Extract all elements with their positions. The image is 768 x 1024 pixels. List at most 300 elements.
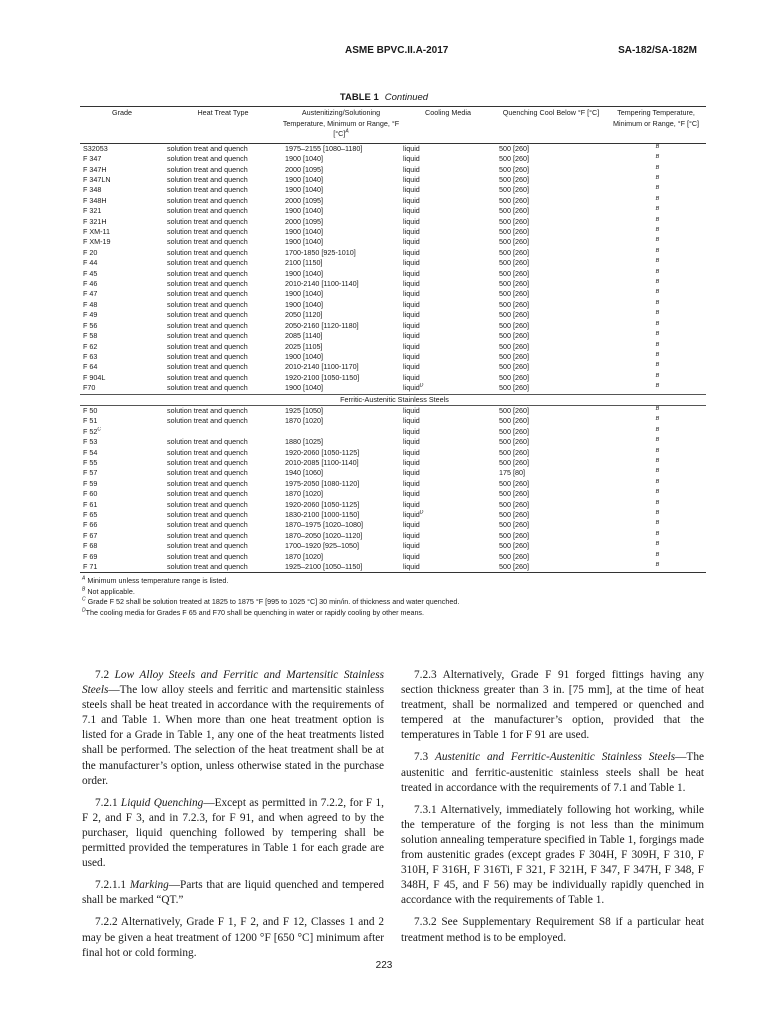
table-row — [80, 154, 706, 164]
cooling-text: liquid — [403, 237, 420, 247]
cell-tempering-temp: B — [655, 143, 660, 150]
cell-grade — [80, 416, 164, 426]
cell-cooling-media — [400, 154, 496, 164]
table-row — [80, 237, 706, 247]
table-row — [80, 143, 706, 154]
cooling-text: liquid — [403, 247, 420, 257]
table-row — [80, 373, 706, 383]
table-row — [80, 342, 706, 352]
cell-heat-treat-type: solution treat and quench — [167, 206, 248, 216]
grade-text: F 321 — [83, 206, 102, 216]
footnote-mark: B — [82, 586, 86, 593]
cell-cooling-media — [400, 541, 496, 551]
cell-cooling-media — [400, 458, 496, 468]
cell-tempering-temp: B — [655, 416, 660, 423]
cooling-text: liquid — [403, 143, 420, 153]
cell-tempering-temp: B — [655, 383, 660, 390]
ferritic-austenitic-rows — [80, 405, 706, 573]
cell-tempering-temp: B — [655, 468, 660, 475]
heat-treatment-table-wrap — [80, 106, 706, 573]
cell-heat-treat-type: solution treat and quench — [167, 289, 248, 299]
cell-cooling-media — [400, 362, 496, 372]
cell-heat-treat-type: solution treat and quench — [167, 227, 248, 237]
section-title: Low Alloy Steels and Ferritic and Martensitic Stainless Steels — [82, 669, 384, 697]
cell-austenitizing-temp: 1900 [1040] — [285, 268, 323, 278]
section-title: Liquid Quenching — [120, 796, 204, 809]
table-row — [80, 437, 706, 447]
cell-cooling-media — [400, 175, 496, 185]
cooling-text: liquid — [403, 185, 420, 195]
cell-heat-treat-type: solution treat and quench — [167, 447, 248, 457]
cell-grade — [80, 531, 164, 541]
footnote-mark: D — [82, 607, 86, 614]
cell-tempering-temp: B — [655, 289, 660, 296]
cooling-text: liquid — [403, 530, 420, 540]
cell-tempering-temp: B — [655, 489, 660, 496]
cell-heat-treat-type: solution treat and quench — [167, 468, 248, 478]
footnote-mark: A — [82, 575, 86, 582]
cell-heat-treat-type: solution treat and quench — [167, 331, 248, 341]
cell-quenching-cool: 500 [260] — [499, 164, 529, 174]
cell-tempering-temp: B — [655, 551, 660, 558]
table-row — [80, 362, 706, 372]
table-row — [80, 331, 706, 341]
footnote-text: The cooling media for Grades F 65 and F70 shall be quenching in water or rapidly cooling by other means. — [85, 607, 425, 617]
cell-heat-treat-type: solution treat and quench — [167, 541, 248, 551]
table-row — [80, 510, 706, 520]
table-row — [80, 269, 706, 279]
col-header-heat-treat-type: Heat Treat Type — [197, 108, 249, 117]
paragraph-text: —The austenitic and ferritic-austenitic stainless steels shall be heat treated in accordance with the requirements of 7.1 and Table 1. — [401, 751, 704, 794]
cell-heat-treat-type: solution treat and quench — [167, 478, 248, 488]
cell-grade — [80, 352, 164, 362]
cooling-text: liquid — [403, 362, 420, 372]
cell-austenitizing-temp: 2050 [1120] — [285, 310, 323, 320]
cell-grade — [80, 448, 164, 458]
cell-grade — [80, 279, 164, 289]
cell-austenitizing-temp: 1940 [1060] — [285, 468, 323, 478]
cell-heat-treat-type: solution treat and quench — [167, 457, 248, 467]
paragraph-7-3-1: 7.3.1 Alternatively, immediately following hot working, while the temperature of the forging is not less than the minimum solution annealing temperature specified in Table 1, forgings made from austenitic grades (except grades F 304H, F 309H, F 310, F 310H, F 316H, F 316Ti, F 321, F 321H, F 347, F 347H, F 348, F 348H, F 45, and F 56) may be individually rapidly quenched in accordance with the requirements of Table 1. — [401, 803, 704, 907]
section-divider — [80, 394, 706, 405]
cooling-text: liquid — [403, 372, 420, 382]
table-row — [80, 165, 706, 175]
cell-tempering-temp: B — [655, 478, 660, 485]
cell-austenitizing-temp: 1925 [1050] — [285, 405, 323, 415]
cooling-text: liquid — [403, 216, 420, 226]
grade-text: F 50 — [83, 405, 98, 415]
paragraph-7-2-1-1 — [82, 878, 384, 908]
cell-tempering-temp: B — [655, 530, 660, 537]
grade-text: F 58 — [83, 331, 98, 341]
cell-cooling-media — [400, 416, 496, 426]
cell-cooling-media — [400, 531, 496, 541]
grade-text: F 20 — [83, 247, 98, 257]
cell-quenching-cool: 500 [260] — [499, 362, 529, 372]
cell-grade — [80, 289, 164, 299]
cell-heat-treat-type: solution treat and quench — [167, 195, 248, 205]
grade-text: F 45 — [83, 268, 98, 278]
table-row — [80, 279, 706, 289]
table-row — [80, 416, 706, 426]
cell-grade — [80, 300, 164, 310]
grade-text: F 66 — [83, 520, 98, 530]
cooling-text: liquid — [403, 405, 420, 415]
footnote-text: Not applicable. — [85, 586, 135, 596]
cell-austenitizing-temp: 1920-2060 [1050-1125] — [285, 447, 360, 457]
cooling-text: liquid — [403, 195, 420, 205]
grade-text: F 60 — [83, 489, 98, 499]
cell-tempering-temp: B — [655, 331, 660, 338]
cell-austenitizing-temp: 2000 [1095] — [285, 216, 323, 226]
cell-austenitizing-temp: 1900 [1040] — [285, 289, 323, 299]
cell-cooling-media — [400, 510, 496, 520]
cell-heat-treat-type: solution treat and quench — [167, 510, 248, 519]
cell-quenching-cool: 500 [260] — [499, 416, 529, 426]
cell-tempering-temp: B — [655, 237, 660, 244]
cell-tempering-temp: B — [655, 426, 660, 433]
section-number: 7.2.1 — [95, 796, 121, 809]
cell-cooling-media — [400, 310, 496, 320]
cell-heat-treat-type: solution treat and quench — [167, 530, 248, 540]
cell-cooling-media — [400, 331, 496, 341]
cell-cooling-media — [400, 427, 496, 437]
footnote — [82, 608, 702, 619]
cell-tempering-temp: B — [655, 372, 660, 379]
table-row — [80, 520, 706, 530]
cell-quenching-cool: 500 [260] — [499, 258, 529, 268]
cell-heat-treat-type: solution treat and quench — [167, 437, 248, 447]
table-row — [80, 448, 706, 458]
table-row — [80, 352, 706, 362]
table-row — [80, 258, 706, 268]
cell-austenitizing-temp: 2000 [1095] — [285, 164, 323, 174]
grade-text: F 48 — [83, 299, 98, 309]
cell-grade — [80, 552, 164, 562]
grade-text: F 348 — [83, 185, 102, 195]
cell-austenitizing-temp: 1900 [1040] — [285, 185, 323, 195]
cell-heat-treat-type: solution treat and quench — [167, 520, 248, 530]
cell-quenching-cool: 500 [260] — [499, 185, 529, 195]
footnote-mark: D — [419, 383, 424, 389]
cell-cooling-media — [400, 352, 496, 362]
cell-austenitizing-temp: 1900 [1040] — [285, 299, 323, 309]
cell-heat-treat-type: solution treat and quench — [167, 362, 248, 372]
cell-tempering-temp: B — [655, 457, 660, 464]
cell-tempering-temp: B — [655, 279, 660, 286]
table-row — [80, 227, 706, 237]
section-title: Marking — [129, 879, 169, 892]
col-header-tempering-temp: Tempering Temperature, Minimum or Range, °F [°C] — [612, 108, 700, 128]
section-number: 7.2.1.1 — [95, 879, 130, 892]
cell-cooling-media — [400, 520, 496, 530]
cell-tempering-temp: B — [655, 175, 660, 181]
cell-heat-treat-type: solution treat and quench — [167, 154, 248, 164]
cell-quenching-cool: 500 [260] — [499, 268, 529, 278]
grade-text: F 61 — [83, 499, 98, 509]
cell-grade — [80, 258, 164, 268]
cell-austenitizing-temp: 2010-2140 [1100-1140] — [285, 279, 359, 289]
table-row — [80, 383, 706, 394]
cell-grade — [80, 165, 164, 175]
cooling-text: liquid — [403, 154, 420, 164]
table-row — [80, 458, 706, 468]
cell-tempering-temp: B — [655, 206, 660, 213]
table-header-row — [80, 107, 706, 144]
paragraph-7-3 — [401, 750, 704, 795]
grade-text: F 47 — [83, 289, 98, 299]
paragraph-7-3-2: 7.3.2 See Supplementary Requirement S8 if a particular heat treatment method is to be employed. — [401, 916, 704, 944]
cell-grade — [80, 248, 164, 258]
cell-tempering-temp: B — [655, 437, 660, 444]
cell-tempering-temp: B — [655, 510, 660, 516]
cell-cooling-media — [400, 279, 496, 289]
cell-heat-treat-type: solution treat and quench — [167, 341, 248, 351]
table-row — [80, 248, 706, 258]
footnote-mark: D — [419, 510, 424, 516]
cell-quenching-cool: 500 [260] — [499, 499, 529, 509]
cell-quenching-cool: 500 [260] — [499, 426, 529, 436]
cell-grade — [80, 458, 164, 468]
cooling-text: liquid — [403, 289, 420, 299]
grade-text: F 347 — [83, 154, 102, 164]
cooling-text: liquid — [403, 206, 420, 216]
table-row — [80, 175, 706, 185]
cell-heat-treat-type: solution treat and quench — [167, 237, 248, 247]
cell-tempering-temp: B — [655, 247, 660, 254]
table-row — [80, 185, 706, 195]
table-number: TABLE 1 — [339, 92, 379, 103]
grade-text: F XM-11 — [83, 227, 111, 237]
cell-grade — [80, 331, 164, 341]
cooling-text: liquid — [403, 175, 420, 184]
cell-tempering-temp: B — [655, 216, 660, 223]
grade-text: F 321H — [83, 216, 107, 226]
cooling-text: liquid — [403, 478, 420, 488]
cell-austenitizing-temp — [282, 427, 400, 437]
grade-text: F 49 — [83, 310, 98, 320]
cell-cooling-media — [400, 448, 496, 458]
cell-austenitizing-temp: 2000 [1095] — [285, 195, 323, 205]
cooling-text: liquid — [403, 258, 420, 268]
grade-text: F 46 — [83, 279, 98, 289]
grade-text: F XM-19 — [83, 237, 111, 247]
header-spec-number: SA-182/SA-182M — [618, 45, 697, 56]
cell-heat-treat-type: solution treat and quench — [167, 268, 248, 278]
cell-austenitizing-temp: 1900 [1040] — [285, 227, 323, 237]
cooling-text: liquid — [403, 489, 420, 499]
cell-grade — [80, 500, 164, 510]
cell-grade — [80, 383, 164, 394]
cooling-text: liquid — [403, 562, 420, 572]
cell-austenitizing-temp: 2050-2160 [1120-1180] — [285, 320, 359, 330]
cell-tempering-temp: B — [655, 195, 660, 202]
cooling-text: liquid — [403, 468, 420, 478]
cell-tempering-temp: B — [655, 341, 660, 348]
cell-heat-treat-type: solution treat and quench — [167, 383, 248, 393]
col-header-grade: Grade — [112, 108, 132, 117]
cell-grade — [80, 437, 164, 447]
cell-grade — [80, 562, 164, 573]
cell-austenitizing-temp: 1880 [1025] — [285, 437, 323, 447]
cell-cooling-media — [400, 237, 496, 247]
paragraph-7-2-2: 7.2.2 Alternatively, Grade F 1, F 2, and F 12, Classes 1 and 2 may be given a heat treatment of 1200 °F [650 °C] minimum after final hot or cold forming. — [82, 916, 384, 959]
cell-cooling-media — [400, 468, 496, 478]
cell-cooling-media — [400, 500, 496, 510]
grade-text: F 68 — [83, 541, 98, 551]
cell-cooling-media — [400, 289, 496, 299]
cell-grade — [80, 427, 164, 437]
grade-text: F 904L — [83, 372, 106, 382]
grade-text: F 347LN — [83, 175, 111, 184]
table-title — [0, 92, 768, 103]
cell-heat-treat-type: solution treat and quench — [167, 416, 248, 426]
cell-austenitizing-temp: 1870 [1020] — [285, 416, 323, 426]
cell-grade — [80, 269, 164, 279]
table-row — [80, 489, 706, 499]
cell-tempering-temp: B — [655, 351, 660, 358]
cooling-text: liquid — [403, 426, 420, 436]
cooling-text: liquid — [403, 510, 420, 519]
cell-quenching-cool: 500 [260] — [499, 237, 529, 247]
section-title: Austenitic and Ferritic-Austenitic Stainless Steels — [434, 751, 676, 764]
cell-grade — [80, 489, 164, 499]
cell-tempering-temp: B — [655, 320, 660, 327]
cell-tempering-temp: B — [655, 310, 660, 317]
cell-quenching-cool: 500 [260] — [499, 206, 529, 216]
cooling-text: liquid — [403, 499, 420, 509]
cell-heat-treat-type: solution treat and quench — [167, 489, 248, 499]
cell-quenching-cool: 500 [260] — [499, 331, 529, 341]
cell-tempering-temp: B — [655, 541, 660, 548]
cell-quenching-cool: 500 [260] — [499, 489, 529, 499]
cell-quenching-cool: 500 [260] — [499, 195, 529, 205]
cell-austenitizing-temp: 1975-2050 [1080-1120] — [285, 478, 360, 488]
cell-quenching-cool: 500 [260] — [499, 289, 529, 299]
cell-heat-treat-type: solution treat and quench — [167, 405, 248, 415]
col-header-cooling-media: Cooling Media — [425, 108, 471, 117]
cooling-text: liquid — [403, 299, 420, 309]
cooling-text: liquid — [403, 331, 420, 341]
cell-austenitizing-temp: 1925–2100 [1050–1150] — [282, 562, 400, 573]
section-label-ferritic-austenitic: Ferritic-Austenitic Stainless Steels — [80, 394, 706, 405]
table-continued: Continued — [384, 92, 429, 103]
table-row — [80, 468, 706, 478]
cell-quenching-cool: 500 [260] — [499, 279, 529, 289]
footnote-mark-a: A — [345, 128, 349, 135]
cell-cooling-media — [400, 552, 496, 562]
grade-text: F 348H — [83, 195, 107, 205]
cell-grade — [80, 468, 164, 478]
cell-austenitizing-temp: 1870–1975 [1020–1080] — [285, 520, 363, 530]
cell-heat-treat-type: solution treat and quench — [167, 247, 248, 257]
cell-quenching-cool: 500 [260] — [499, 299, 529, 309]
cooling-text: liquid — [403, 416, 420, 426]
cell-austenitizing-temp: 1975–2155 [1080–1180] — [285, 143, 363, 153]
cell-quenching-cool: 500 [260] — [499, 383, 529, 393]
cell-cooling-media — [400, 405, 496, 416]
cell-cooling-media — [400, 217, 496, 227]
cooling-text: liquid — [403, 351, 420, 361]
cell-cooling-media — [400, 248, 496, 258]
cooling-text: liquid — [403, 541, 420, 551]
cell-austenitizing-temp: 2010-2140 [1100-1170] — [285, 362, 359, 372]
cell-austenitizing-temp: 1870–2050 [1020–1120] — [285, 530, 363, 540]
cell-cooling-media — [400, 383, 496, 394]
cell-quenching-cool: 500 [260] — [499, 447, 529, 457]
cell-austenitizing-temp: 1900 [1040] — [285, 383, 323, 393]
cell-heat-treat-type: solution treat and quench — [167, 372, 248, 382]
cell-cooling-media — [400, 196, 496, 206]
cooling-text: liquid — [403, 279, 420, 289]
paragraph-text: —Parts that are liquid quenched and tempered shall be marked “QT.” — [82, 879, 384, 907]
text-column-left — [82, 668, 384, 968]
cell-cooling-media — [400, 258, 496, 268]
cell-quenching-cool: 500 [260] — [499, 551, 529, 561]
paragraph-7-2 — [82, 668, 384, 789]
cell-heat-treat-type: solution treat and quench — [167, 551, 248, 561]
cooling-text: liquid — [403, 457, 420, 467]
cell-heat-treat-type: solution treat and quench — [167, 164, 248, 174]
cell-grade — [80, 154, 164, 164]
grade-text: F 55 — [83, 457, 98, 467]
cell-tempering-temp: B — [655, 499, 660, 506]
grade-text: F 59 — [83, 478, 98, 488]
table-row — [80, 310, 706, 320]
cell-austenitizing-temp: 1900 [1040] — [285, 351, 323, 361]
paragraph-7-2-3: 7.2.3 Alternatively, Grade F 91 forged fittings having any section thickness greater than 3 in. [75 mm], at the time of heat treatment, shall be normalized and tempered or quenched and tempered at the manufacturer’s option, provided that the temperatures in Table 1 for F 91 are used. — [401, 669, 704, 742]
cell-tempering-temp: B — [655, 227, 660, 234]
cell-grade — [80, 310, 164, 320]
cell-heat-treat-type: solution treat and quench — [167, 216, 248, 226]
col-header-austenitizing-temp — [282, 107, 400, 144]
cell-austenitizing-temp: 1900 [1040] — [285, 154, 323, 164]
grade-text: F70 — [83, 383, 96, 393]
cooling-text: liquid — [403, 227, 420, 237]
cell-quenching-cool: 500 [260] — [499, 247, 529, 257]
page-number: 223 — [375, 960, 393, 971]
cell-quenching-cool: 500 [260] — [499, 457, 529, 467]
cell-grade — [80, 196, 164, 206]
cell-austenitizing-temp: 2010-2085 [1100-1140] — [285, 457, 359, 467]
cell-austenitizing-temp: 1830-2100 [1000-1150] — [285, 510, 360, 519]
table-row — [80, 500, 706, 510]
cell-grade — [80, 405, 164, 416]
grade-text: F 64 — [83, 362, 98, 372]
cell-cooling-media — [400, 562, 496, 573]
cell-heat-treat-type: solution treat and quench — [167, 320, 248, 330]
cooling-text: liquid — [403, 437, 420, 447]
cooling-text: liquid — [403, 310, 420, 320]
cell-cooling-media — [400, 227, 496, 237]
cell-grade — [80, 175, 164, 185]
cell-grade — [80, 321, 164, 331]
cell-austenitizing-temp: 1920-2060 [1050-1125] — [285, 499, 360, 509]
cell-austenitizing-temp: 2085 [1140] — [285, 331, 323, 341]
cell-tempering-temp: B — [655, 520, 660, 527]
cell-cooling-media — [400, 479, 496, 489]
cell-quenching-cool: 500 [260] — [496, 562, 606, 573]
cell-tempering-temp: B — [655, 258, 660, 265]
cell-cooling-media — [400, 185, 496, 195]
table-row — [80, 206, 706, 216]
cell-quenching-cool: 500 [260] — [499, 520, 529, 530]
cell-quenching-cool: 500 [260] — [499, 405, 529, 415]
table-row — [80, 405, 706, 416]
cell-austenitizing-temp: 2100 [1150] — [285, 258, 323, 268]
grade-text: F 67 — [83, 530, 98, 540]
cell-heat-treat-type: solution treat and quench — [167, 143, 248, 153]
